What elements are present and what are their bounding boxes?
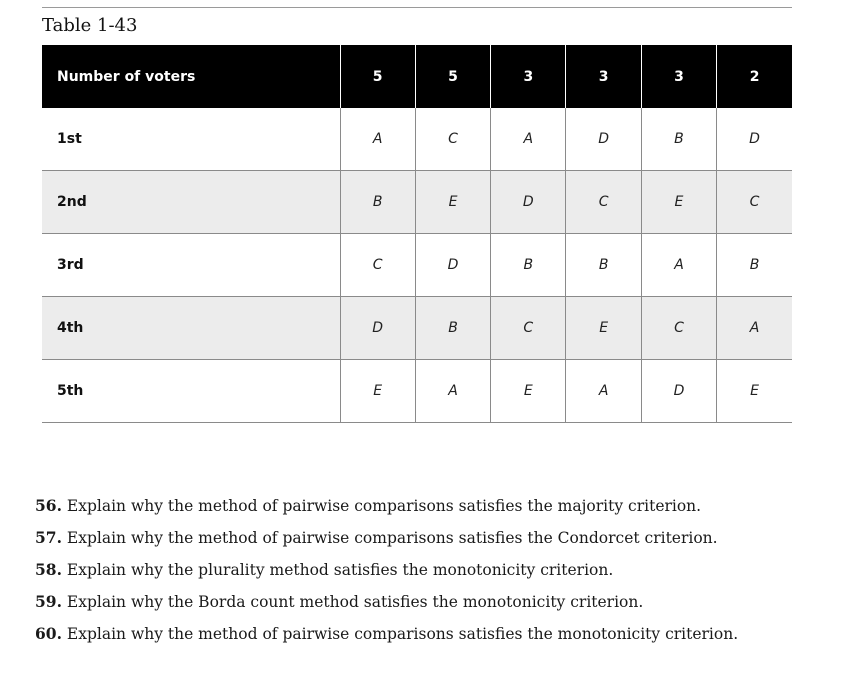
candidate-cell: D: [415, 234, 490, 297]
exercise-number: 60.: [35, 624, 62, 643]
candidate-cell: C: [340, 234, 415, 297]
exercise-text: Explain why the method of pairwise comparisons satisfies the monotonicity criterion.: [61, 625, 739, 643]
candidate-cell: E: [566, 297, 641, 360]
voter-count: 5: [340, 45, 415, 108]
exercise-item: [35, 490, 825, 522]
candidate-cell: B: [566, 234, 641, 297]
top-rule: [42, 7, 792, 8]
exercise-number: 57.: [35, 528, 62, 547]
exercise-item: [35, 586, 825, 618]
candidate-cell: A: [491, 108, 566, 171]
voter-count: 3: [491, 45, 566, 108]
candidate-cell: A: [340, 108, 415, 171]
rank-label: 4th: [42, 297, 340, 360]
candidate-cell: E: [340, 360, 415, 423]
candidate-cell: C: [415, 108, 490, 171]
candidate-cell: B: [491, 234, 566, 297]
table-row: [42, 297, 792, 360]
candidate-cell: B: [717, 234, 792, 297]
exercise-text: Explain why the method of pairwise comparisons satisfies the majority criterion.: [61, 497, 702, 515]
table-row: [42, 171, 792, 234]
header-row: [42, 45, 792, 108]
exercise-item: [35, 554, 825, 586]
table-row: [42, 108, 792, 171]
rank-label: 1st: [42, 108, 340, 171]
candidate-cell: D: [491, 171, 566, 234]
exercise-number: 59.: [35, 592, 62, 611]
voter-count: 3: [641, 45, 716, 108]
header-label: Number of voters: [42, 45, 340, 108]
voter-count: 3: [566, 45, 641, 108]
table-caption: Table 1-43: [42, 15, 138, 36]
candidate-cell: E: [415, 171, 490, 234]
exercise-number: 58.: [35, 560, 62, 579]
candidate-cell: D: [566, 108, 641, 171]
exercise-text: Explain why the plurality method satisfies the monotonicity criterion.: [61, 561, 614, 579]
exercise-item: [35, 618, 825, 650]
candidate-cell: D: [340, 297, 415, 360]
voter-count: 2: [717, 45, 792, 108]
candidate-cell: D: [641, 360, 716, 423]
candidate-cell: A: [415, 360, 490, 423]
candidate-cell: A: [717, 297, 792, 360]
candidate-cell: A: [641, 234, 716, 297]
table-row: [42, 360, 792, 423]
candidate-cell: E: [491, 360, 566, 423]
table-row: [42, 234, 792, 297]
candidate-cell: C: [491, 297, 566, 360]
candidate-cell: B: [340, 171, 415, 234]
candidate-cell: B: [641, 108, 716, 171]
candidate-cell: C: [641, 297, 716, 360]
exercise-text: Explain why the method of pairwise comparisons satisfies the Condorcet criterion.: [61, 529, 718, 547]
exercise-number: 56.: [35, 496, 62, 515]
rank-label: 3rd: [42, 234, 340, 297]
rank-label: 2nd: [42, 171, 340, 234]
candidate-cell: E: [641, 171, 716, 234]
preference-table: [42, 45, 792, 423]
candidate-cell: C: [566, 171, 641, 234]
exercise-item: [35, 522, 825, 554]
candidate-cell: B: [415, 297, 490, 360]
candidate-cell: E: [717, 360, 792, 423]
exercise-text: Explain why the Borda count method satisfies the monotonicity criterion.: [61, 593, 644, 611]
rank-label: 5th: [42, 360, 340, 423]
exercise-list: [35, 490, 825, 650]
candidate-cell: C: [717, 171, 792, 234]
candidate-cell: A: [566, 360, 641, 423]
candidate-cell: D: [717, 108, 792, 171]
voter-count: 5: [415, 45, 490, 108]
